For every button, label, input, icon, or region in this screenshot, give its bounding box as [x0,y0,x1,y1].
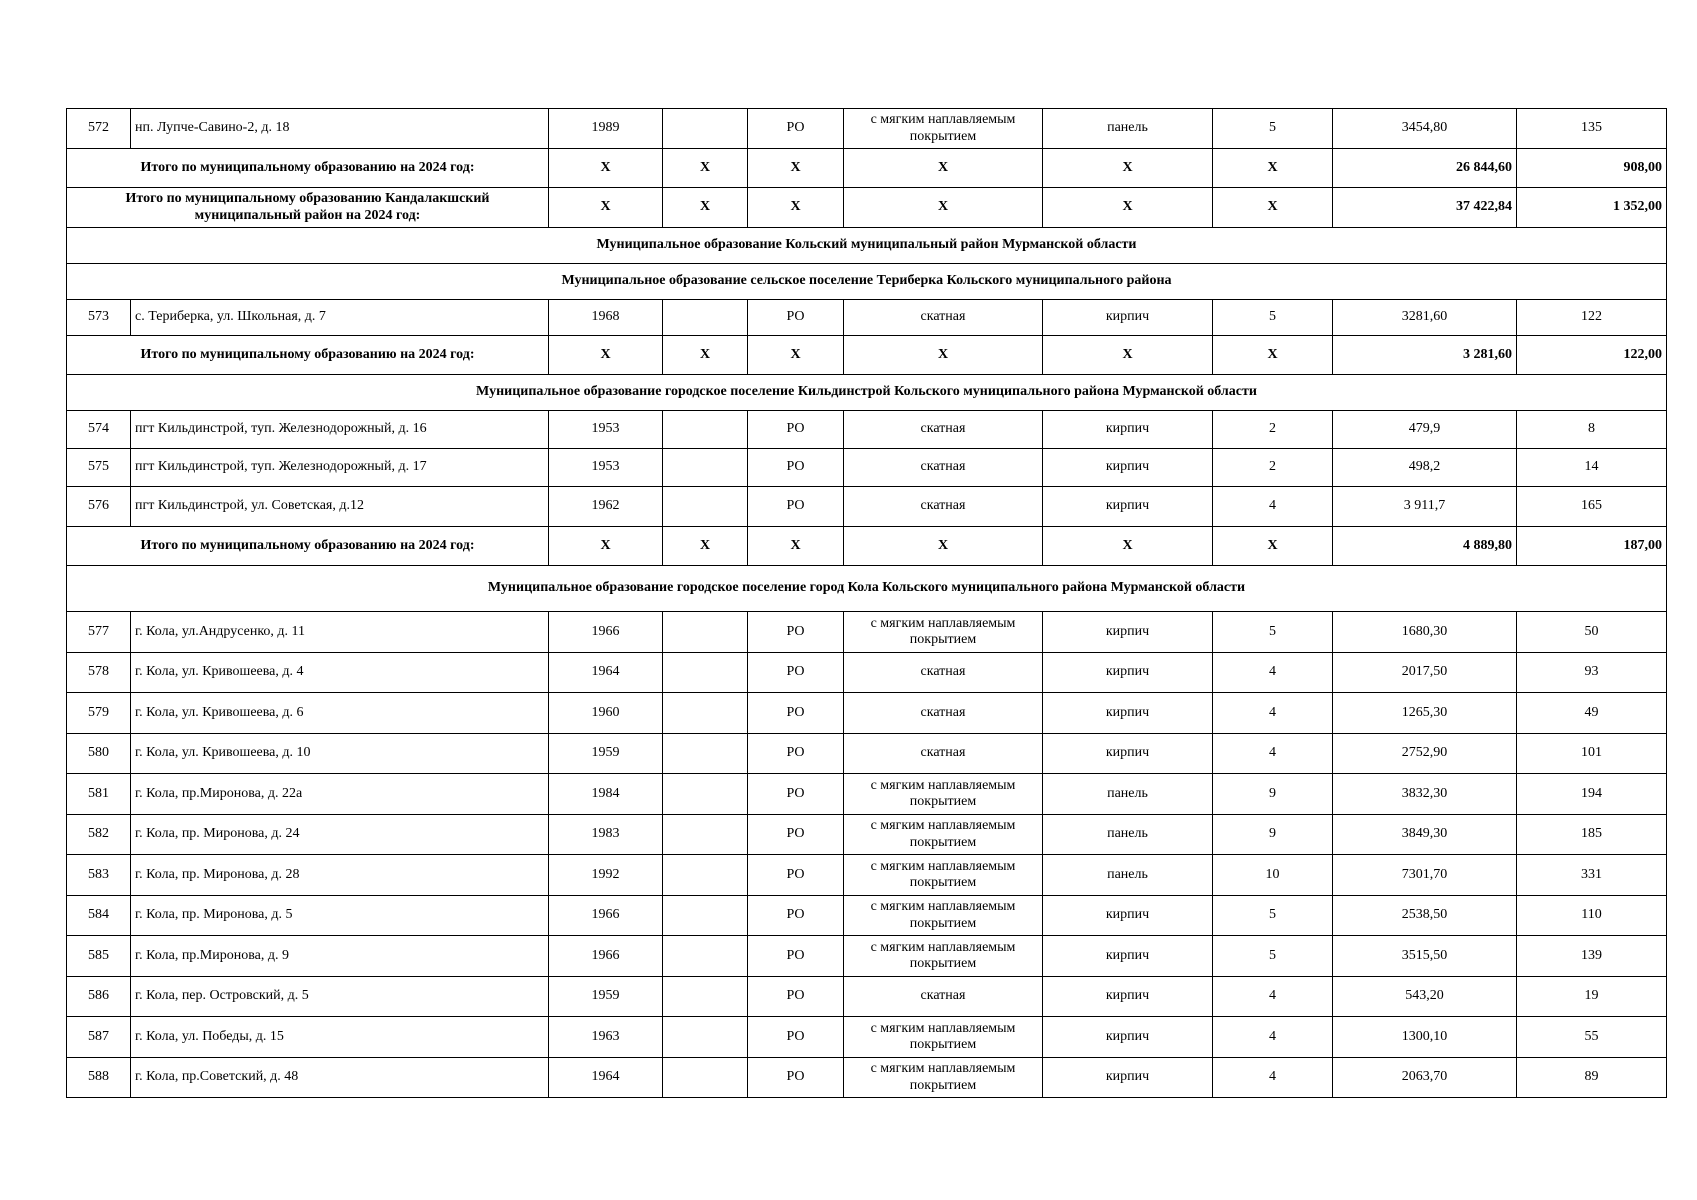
empty-cell [663,855,748,896]
x-mark: X [844,527,1043,566]
residents-cell: 135 [1517,109,1667,149]
roof-type-cell: скатная [844,449,1043,487]
empty-cell [663,936,748,977]
x-mark: X [748,188,844,228]
floors-cell: 4 [1213,693,1333,734]
type-cell: РО [748,109,844,149]
x-mark: X [663,149,748,188]
total-area: 26 844,60 [1333,149,1517,188]
floors-cell: 2 [1213,449,1333,487]
type-cell: РО [748,977,844,1017]
total-row [67,336,1667,375]
year-cell: 1984 [549,774,663,815]
x-mark: X [663,527,748,566]
x-mark: X [748,336,844,375]
roof-type-cell: с мягким наплавляемым покрытием [844,815,1043,855]
year-cell: 1963 [549,1017,663,1058]
residents-cell: 49 [1517,693,1667,734]
empty-cell [663,815,748,855]
residents-cell: 110 [1517,896,1667,936]
residents-cell: 165 [1517,487,1667,527]
year-cell: 1959 [549,734,663,774]
empty-cell [663,411,748,449]
wall-material-cell: кирпич [1043,612,1213,653]
floors-cell: 4 [1213,734,1333,774]
area-cell: 498,2 [1333,449,1517,487]
total-label: Итого по муниципальному образованию Кандалакшский муниципальный район на 2024 год: [67,188,549,228]
residents-cell: 139 [1517,936,1667,977]
address-cell: пгт Кильдинстрой, ул. Советская, д.12 [131,487,549,527]
x-mark: X [748,149,844,188]
floors-cell: 5 [1213,936,1333,977]
area-cell: 7301,70 [1333,855,1517,896]
empty-cell [663,896,748,936]
table-row [67,734,1667,774]
total-row [67,149,1667,188]
empty-cell [663,734,748,774]
area-cell: 2017,50 [1333,653,1517,693]
section-header-row [67,228,1667,264]
roof-type-cell: с мягким наплавляемым покрытием [844,936,1043,977]
empty-cell [663,300,748,336]
total-area: 37 422,84 [1333,188,1517,228]
type-cell: РО [748,693,844,734]
x-mark: X [1043,527,1213,566]
address-cell: г. Кола, пр. Миронова, д. 28 [131,855,549,896]
roof-type-cell: с мягким наплавляемым покрытием [844,774,1043,815]
area-cell: 1300,10 [1333,1017,1517,1058]
year-cell: 1966 [549,612,663,653]
floors-cell: 2 [1213,411,1333,449]
row-number: 584 [67,896,131,936]
empty-cell [663,612,748,653]
area-cell: 3454,80 [1333,109,1517,149]
type-cell: РО [748,896,844,936]
total-label: Итого по муниципальному образованию на 2024 год: [67,527,549,566]
type-cell: РО [748,1058,844,1098]
wall-material-cell: кирпич [1043,734,1213,774]
total-label: Итого по муниципальному образованию на 2024 год: [67,336,549,375]
address-cell: нп. Лупче-Савино-2, д. 18 [131,109,549,149]
roof-type-cell: с мягким наплавляемым покрытием [844,1058,1043,1098]
roof-type-cell: с мягким наплавляемым покрытием [844,896,1043,936]
area-cell: 2752,90 [1333,734,1517,774]
row-number: 586 [67,977,131,1017]
floors-cell: 4 [1213,977,1333,1017]
empty-cell [663,1058,748,1098]
wall-material-cell: кирпич [1043,653,1213,693]
empty-cell [663,487,748,527]
area-cell: 2538,50 [1333,896,1517,936]
wall-material-cell: кирпич [1043,977,1213,1017]
residents-cell: 50 [1517,612,1667,653]
roof-type-cell: скатная [844,487,1043,527]
section-header-row [67,375,1667,411]
total-area: 3 281,60 [1333,336,1517,375]
wall-material-cell: кирпич [1043,936,1213,977]
table-row [67,653,1667,693]
wall-material-cell: кирпич [1043,896,1213,936]
residents-cell: 185 [1517,815,1667,855]
row-number: 585 [67,936,131,977]
year-cell: 1964 [549,653,663,693]
row-number: 582 [67,815,131,855]
floors-cell: 4 [1213,1058,1333,1098]
table-row [67,855,1667,896]
type-cell: РО [748,1017,844,1058]
row-number: 580 [67,734,131,774]
row-number: 576 [67,487,131,527]
row-number: 578 [67,653,131,693]
year-cell: 1966 [549,936,663,977]
x-mark: X [1043,149,1213,188]
year-cell: 1960 [549,693,663,734]
total-label: Итого по муниципальному образованию на 2024 год: [67,149,549,188]
year-cell: 1992 [549,855,663,896]
wall-material-cell: кирпич [1043,1017,1213,1058]
table-row [67,411,1667,449]
floors-cell: 4 [1213,1017,1333,1058]
x-mark: X [663,188,748,228]
section-title: Муниципальное образование сельское поселение Териберка Кольского муниципального района [67,264,1667,300]
type-cell: РО [748,774,844,815]
area-cell: 3 911,7 [1333,487,1517,527]
wall-material-cell: кирпич [1043,487,1213,527]
address-cell: г. Кола, пр.Советский, д. 48 [131,1058,549,1098]
address-cell: пгт Кильдинстрой, туп. Железнодорожный, д. 16 [131,411,549,449]
type-cell: РО [748,936,844,977]
table-row [67,1058,1667,1098]
total-residents: 187,00 [1517,527,1667,566]
wall-material-cell: панель [1043,109,1213,149]
area-cell: 543,20 [1333,977,1517,1017]
address-cell: пгт Кильдинстрой, туп. Железнодорожный, д. 17 [131,449,549,487]
roof-type-cell: с мягким наплавляемым покрытием [844,612,1043,653]
section-title: Муниципальное образование Кольский муниципальный район Мурманской области [67,228,1667,264]
row-number: 573 [67,300,131,336]
empty-cell [663,1017,748,1058]
roof-type-cell: с мягким наплавляемым покрытием [844,109,1043,149]
x-mark: X [549,336,663,375]
row-number: 581 [67,774,131,815]
year-cell: 1953 [549,411,663,449]
year-cell: 1989 [549,109,663,149]
x-mark: X [844,336,1043,375]
x-mark: X [1213,336,1333,375]
table-row [67,815,1667,855]
floors-cell: 5 [1213,109,1333,149]
total-residents: 1 352,00 [1517,188,1667,228]
table-row [67,449,1667,487]
year-cell: 1964 [549,1058,663,1098]
empty-cell [663,774,748,815]
wall-material-cell: панель [1043,855,1213,896]
empty-cell [663,653,748,693]
type-cell: РО [748,653,844,693]
address-cell: с. Териберка, ул. Школьная, д. 7 [131,300,549,336]
residents-cell: 89 [1517,1058,1667,1098]
address-cell: г. Кола, ул. Кривошеева, д. 10 [131,734,549,774]
table-row [67,774,1667,815]
table-row [67,300,1667,336]
residents-cell: 55 [1517,1017,1667,1058]
wall-material-cell: кирпич [1043,300,1213,336]
residents-cell: 19 [1517,977,1667,1017]
type-cell: РО [748,815,844,855]
roof-type-cell: скатная [844,693,1043,734]
table-row [67,612,1667,653]
floors-cell: 9 [1213,815,1333,855]
x-mark: X [1213,527,1333,566]
wall-material-cell: кирпич [1043,693,1213,734]
floors-cell: 10 [1213,855,1333,896]
table-row [67,977,1667,1017]
roof-type-cell: скатная [844,977,1043,1017]
empty-cell [663,693,748,734]
address-cell: г. Кола, пр. Миронова, д. 5 [131,896,549,936]
residents-cell: 331 [1517,855,1667,896]
residents-cell: 93 [1517,653,1667,693]
row-number: 583 [67,855,131,896]
row-number: 588 [67,1058,131,1098]
residents-cell: 101 [1517,734,1667,774]
year-cell: 1966 [549,896,663,936]
area-cell: 479,9 [1333,411,1517,449]
table-body [67,109,1667,1098]
type-cell: РО [748,734,844,774]
x-mark: X [549,149,663,188]
type-cell: РО [748,612,844,653]
x-mark: X [549,188,663,228]
address-cell: г. Кола, ул. Кривошеева, д. 4 [131,653,549,693]
roof-type-cell: скатная [844,653,1043,693]
row-number: 587 [67,1017,131,1058]
area-cell: 1265,30 [1333,693,1517,734]
row-number: 575 [67,449,131,487]
roof-type-cell: скатная [844,411,1043,449]
year-cell: 1968 [549,300,663,336]
empty-cell [663,449,748,487]
address-cell: г. Кола, пр.Миронова, д. 9 [131,936,549,977]
wall-material-cell: кирпич [1043,411,1213,449]
address-cell: г. Кола, ул. Кривошеева, д. 6 [131,693,549,734]
x-mark: X [1043,188,1213,228]
residents-cell: 122 [1517,300,1667,336]
table-row [67,693,1667,734]
type-cell: РО [748,411,844,449]
address-cell: г. Кола, ул.Андрусенко, д. 11 [131,612,549,653]
total-area: 4 889,80 [1333,527,1517,566]
roof-type-cell: скатная [844,734,1043,774]
floors-cell: 9 [1213,774,1333,815]
type-cell: РО [748,487,844,527]
section-title: Муниципальное образование городское поселение Кильдинстрой Кольского муниципального района Мурманской области [67,375,1667,411]
area-cell: 3849,30 [1333,815,1517,855]
address-cell: г. Кола, ул. Победы, д. 15 [131,1017,549,1058]
year-cell: 1959 [549,977,663,1017]
floors-cell: 5 [1213,300,1333,336]
type-cell: РО [748,449,844,487]
roof-type-cell: с мягким наплавляемым покрытием [844,1017,1043,1058]
section-header-row [67,264,1667,300]
total-residents: 122,00 [1517,336,1667,375]
address-cell: г. Кола, пер. Островский, д. 5 [131,977,549,1017]
area-cell: 1680,30 [1333,612,1517,653]
year-cell: 1983 [549,815,663,855]
roof-type-cell: с мягким наплавляемым покрытием [844,855,1043,896]
year-cell: 1962 [549,487,663,527]
x-mark: X [1213,188,1333,228]
section-title: Муниципальное образование городское поселение город Кола Кольского муниципального района Мурманской области [67,566,1667,612]
area-cell: 3832,30 [1333,774,1517,815]
x-mark: X [549,527,663,566]
wall-material-cell: кирпич [1043,449,1213,487]
table-row [67,487,1667,527]
wall-material-cell: панель [1043,815,1213,855]
residents-cell: 8 [1517,411,1667,449]
address-cell: г. Кола, пр. Миронова, д. 24 [131,815,549,855]
floors-cell: 4 [1213,653,1333,693]
x-mark: X [1043,336,1213,375]
row-number: 572 [67,109,131,149]
total-row [67,527,1667,566]
type-cell: РО [748,855,844,896]
area-cell: 3515,50 [1333,936,1517,977]
floors-cell: 5 [1213,612,1333,653]
table-row [67,109,1667,149]
x-mark: X [844,149,1043,188]
x-mark: X [663,336,748,375]
floors-cell: 4 [1213,487,1333,527]
empty-cell [663,109,748,149]
section-header-row [67,566,1667,612]
total-residents: 908,00 [1517,149,1667,188]
x-mark: X [748,527,844,566]
address-cell: г. Кола, пр.Миронова, д. 22а [131,774,549,815]
row-number: 574 [67,411,131,449]
year-cell: 1953 [549,449,663,487]
table-row [67,1017,1667,1058]
floors-cell: 5 [1213,896,1333,936]
total-row [67,188,1667,228]
empty-cell [663,977,748,1017]
type-cell: РО [748,300,844,336]
wall-material-cell: панель [1043,774,1213,815]
area-cell: 3281,60 [1333,300,1517,336]
x-mark: X [1213,149,1333,188]
table-row [67,896,1667,936]
residents-cell: 14 [1517,449,1667,487]
housing-register-table [66,108,1667,1098]
x-mark: X [844,188,1043,228]
residents-cell: 194 [1517,774,1667,815]
area-cell: 2063,70 [1333,1058,1517,1098]
table-row [67,936,1667,977]
wall-material-cell: кирпич [1043,1058,1213,1098]
row-number: 579 [67,693,131,734]
row-number: 577 [67,612,131,653]
roof-type-cell: скатная [844,300,1043,336]
